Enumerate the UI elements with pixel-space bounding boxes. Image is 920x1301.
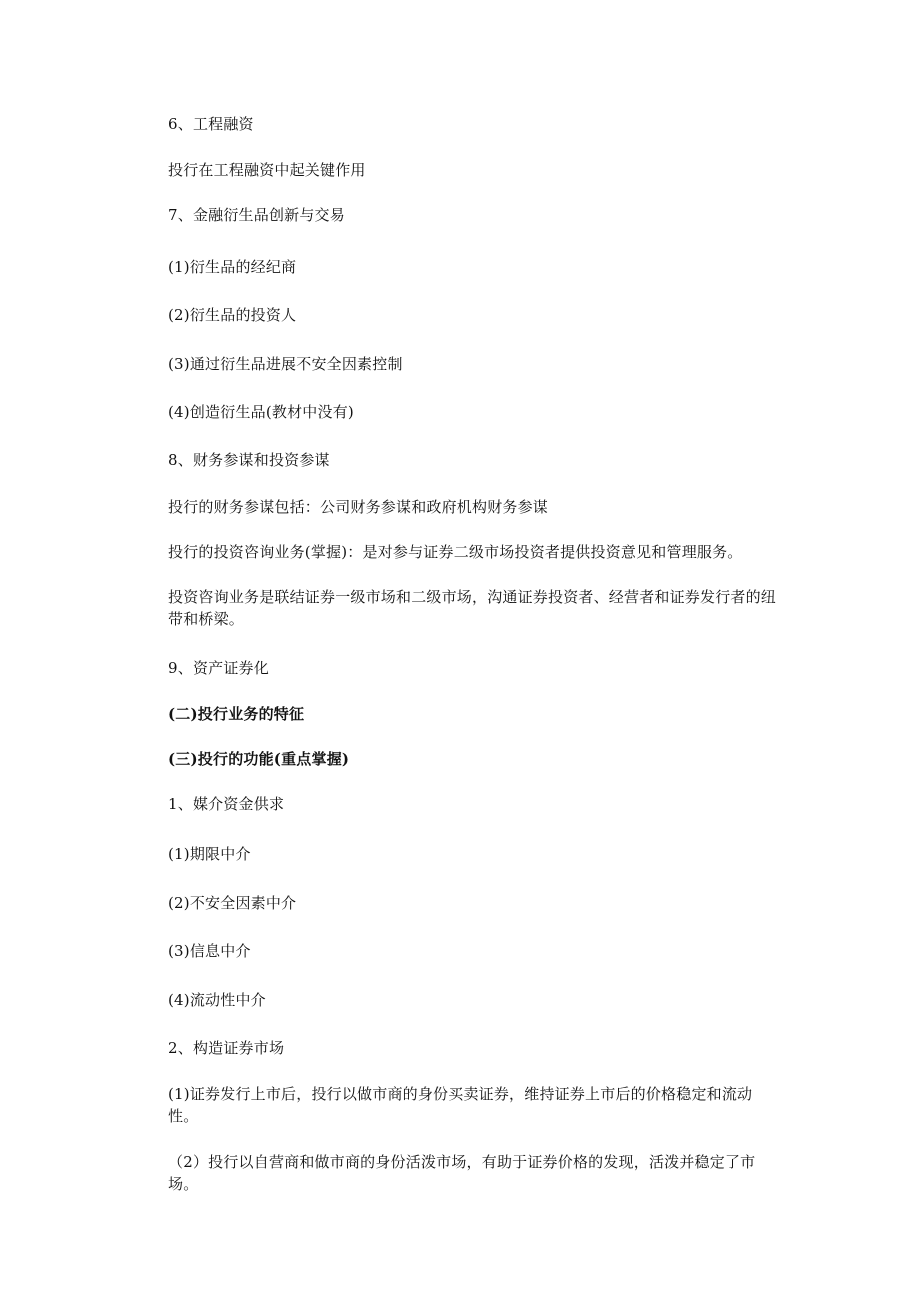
heading-securities-market: 2、构造证券市场 (168, 1039, 285, 1057)
heading-derivatives: 7、金融衍生品创新与交易 (168, 206, 345, 224)
section-heading-functions: (三)投行的功能(重点掌握) (168, 750, 350, 768)
list-item: (1)期限中介 (168, 845, 251, 863)
list-item: (3)信息中介 (168, 942, 251, 960)
paragraph: 投行的投资咨询业务(掌握)：是对参与证券二级市场投资者提供投资意见和管理服务。 (168, 543, 743, 561)
list-item: (1)衍生品的经纪商 (168, 258, 297, 276)
paragraph: (1)证券发行上市后，投行以做市商的身份买卖证券，维持证券上市后的价格稳定和流动性。 (168, 1085, 753, 1125)
list-item: (3)通过衍生品进展不安全因素控制 (168, 355, 403, 373)
paragraph: 投资咨询业务是联结证券一级市场和二级市场，沟通证券投资者、经营者和证券发行者的纽带和桥梁。 (168, 588, 777, 628)
list-item: (4)创造衍生品(教材中没有) (168, 403, 354, 421)
paragraph: 投行的财务参谋包括：公司财务参谋和政府机构财务参谋 (168, 498, 549, 516)
list-item: (2)不安全因素中介 (168, 894, 297, 912)
paragraph: 投行在工程融资中起关键作用 (168, 161, 366, 179)
paragraph: （2）投行以自营商和做市商的身份活泼市场，有助于证券价格的发现，活泼并稳定了市场。 (168, 1153, 756, 1193)
heading-engineering-financing: 6、工程融资 (168, 115, 254, 133)
heading-funding-intermediary: 1、媒介资金供求 (168, 795, 285, 813)
list-item: (4)流动性中介 (168, 991, 266, 1009)
heading-securitization: 9、资产证券化 (168, 659, 269, 677)
list-item: (2)衍生品的投资人 (168, 306, 297, 324)
section-heading-features: (二)投行业务的特征 (168, 705, 305, 723)
heading-advisory: 8、财务参谋和投资参谋 (168, 451, 330, 469)
